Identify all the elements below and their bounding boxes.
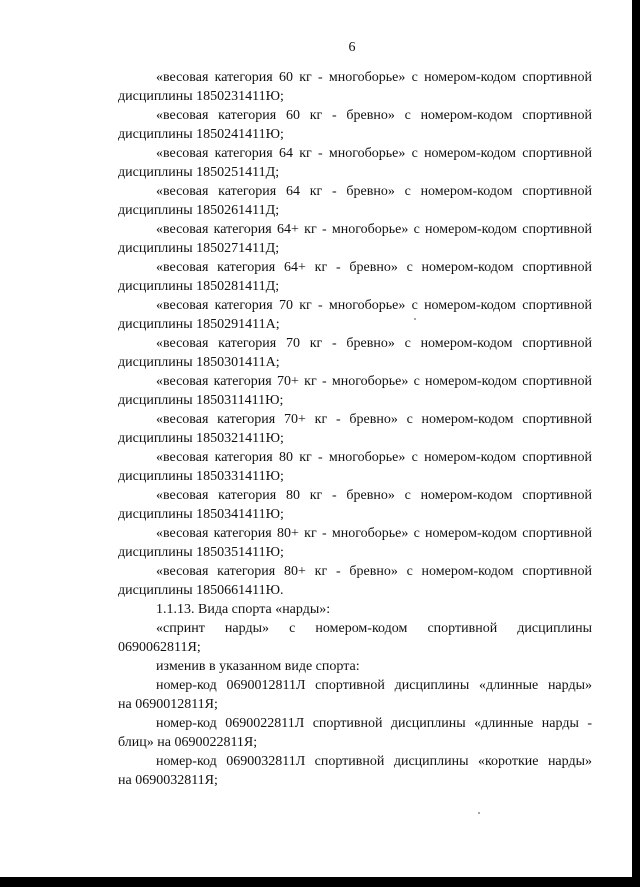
text-line: дисциплины 1850331411Ю; [118, 469, 284, 484]
text-line: номер-код 0690022811Л спортивной дисциплины «длинные нарды - [156, 716, 592, 731]
text-line: «весовая категория 70 кг - многоборье» с номером-кодом спортивной [156, 298, 592, 313]
text-line: «весовая категория 80 кг - бревно» с номером-кодом спортивной [156, 488, 592, 503]
text-line: дисциплины 1850351411Ю; [118, 545, 284, 560]
text-line: «весовая категория 80+ кг - многоборье» с номером-кодом спортивной [156, 526, 592, 541]
text-line: блиц» на 0690022811Я; [118, 735, 258, 750]
text-line: номер-код 0690032811Л спортивной дисциплины «короткие нарды» [156, 754, 592, 769]
document-body [118, 68, 592, 790]
text-line: «весовая категория 80 кг - многоборье» с номером-кодом спортивной [156, 450, 592, 465]
text-line: «весовая категория 64 кг - бревно» с номером-кодом спортивной [156, 184, 592, 199]
page-number: 6 [348, 40, 356, 55]
text-line: «весовая категория 70 кг - бревно» с номером-кодом спортивной [156, 336, 592, 351]
text-line: «весовая категория 64+ кг - бревно» с номером-кодом спортивной [156, 260, 592, 275]
text-line: «весовая категория 64 кг - многоборье» с номером-кодом спортивной [156, 146, 592, 161]
text-line: дисциплины 1850231411Ю; [118, 89, 284, 104]
text-line: «весовая категория 70+ кг - бревно» с номером-кодом спортивной [156, 412, 592, 427]
text-line: дисциплины 1850241411Ю; [118, 127, 284, 142]
text-line: дисциплины 1850661411Ю. [118, 583, 284, 598]
text-line: «весовая категория 80+ кг - бревно» с номером-кодом спортивной [156, 564, 592, 579]
text-line: на 0690012811Я; [118, 697, 218, 712]
scan-edge-bottom [0, 877, 640, 887]
text-line: изменив в указанном виде спорта: [156, 659, 360, 674]
text-line: дисциплины 1850281411Д; [118, 279, 280, 294]
text-line: номер-код 0690012811Л спортивной дисциплины «длинные нарды» [156, 678, 592, 693]
scan-speck [478, 812, 480, 814]
text-line: дисциплины 1850271411Д; [118, 241, 280, 256]
text-line: «весовая категория 60 кг - бревно» с номером-кодом спортивной [156, 108, 592, 123]
scan-speck [414, 318, 416, 320]
text-line: «весовая категория 64+ кг - многоборье» с номером-кодом спортивной [156, 222, 592, 237]
scan-edge-right [632, 0, 640, 887]
text-line: дисциплины 1850301411А; [118, 355, 280, 370]
text-line: «весовая категория 60 кг - многоборье» с номером-кодом спортивной [156, 70, 592, 85]
text-line: дисциплины 1850261411Д; [118, 203, 280, 218]
text-line: дисциплины 1850251411Д; [118, 165, 280, 180]
text-line: 0690062811Я; [118, 640, 201, 655]
text-line: дисциплины 1850321411Ю; [118, 431, 284, 446]
text-line: дисциплины 1850341411Ю; [118, 507, 284, 522]
text-line: на 0690032811Я; [118, 773, 218, 788]
text-line: 1.1.13. Вида спорта «нарды»: [156, 602, 331, 617]
text-line: дисциплины 1850311411Ю; [118, 393, 284, 408]
text-line: «весовая категория 70+ кг - многоборье» с номером-кодом спортивной [156, 374, 592, 389]
text-line: «спринт нарды» с номером-кодом спортивной дисциплины [156, 621, 592, 636]
text-line: дисциплины 1850291411А; [118, 317, 280, 332]
